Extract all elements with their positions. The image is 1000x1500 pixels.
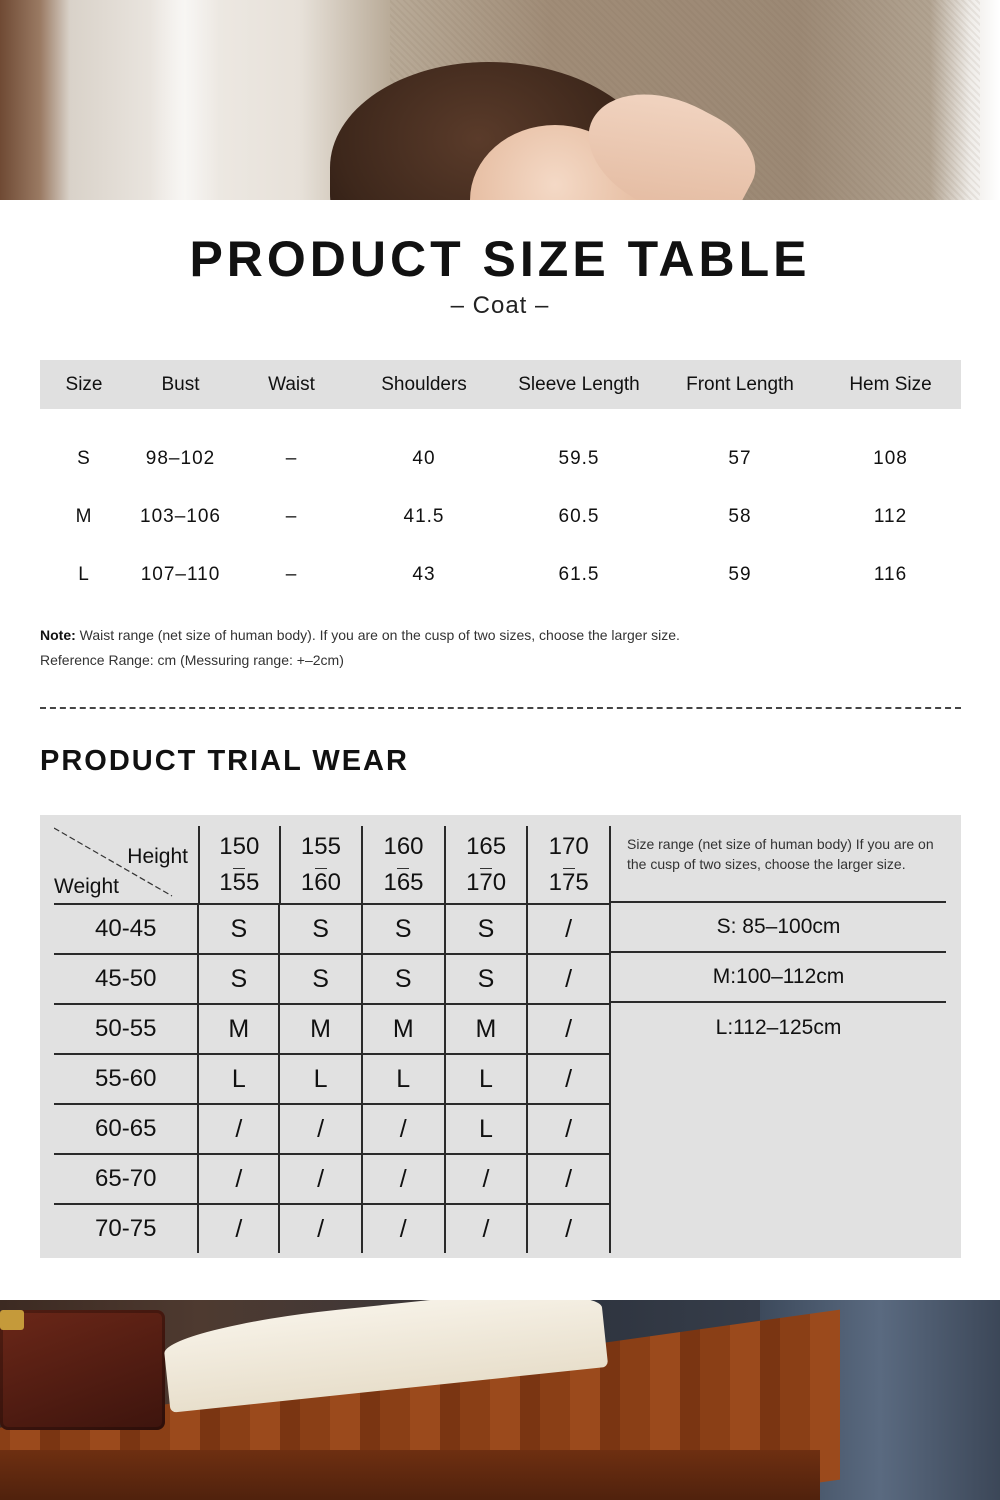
table-row <box>54 905 611 955</box>
size-cell: S <box>446 955 529 1003</box>
size-cell: / <box>528 955 611 1003</box>
page-subtitle: – Coat – <box>450 292 550 319</box>
height-from: 155 <box>301 829 341 865</box>
note-text: Waist range (net size of human body). If you are on the cusp of two sizes, choose the larger size. <box>79 627 680 643</box>
size-cell: L <box>280 1055 363 1103</box>
height-from: 165 <box>466 829 506 865</box>
size-cell: M <box>446 1005 529 1053</box>
size-table-header <box>40 360 961 409</box>
size-cell: S <box>197 905 280 953</box>
weight-label: 45-50 <box>95 965 157 992</box>
table-row <box>40 430 961 488</box>
weight-label: 55-60 <box>95 1065 157 1092</box>
cell-bust: 107–110 <box>140 564 221 585</box>
size-range-l: L:112–125cm <box>715 1016 842 1039</box>
size-cell: M <box>280 1005 363 1053</box>
table-row <box>54 1055 611 1105</box>
size-cell: / <box>363 1105 446 1153</box>
col-header-hem-size: Hem Size <box>849 373 932 395</box>
height-header <box>528 826 611 903</box>
size-cell: L <box>363 1055 446 1103</box>
col-header-sleeve-length: Sleeve Length <box>518 373 640 395</box>
page-title: PRODUCT SIZE TABLE <box>189 231 811 287</box>
size-range-panel <box>611 826 946 1053</box>
size-cell: / <box>197 1155 280 1203</box>
size-table <box>40 360 961 604</box>
trial-wear-panel <box>40 815 961 1258</box>
col-header-shoulders: Shoulders <box>381 373 467 395</box>
photo-pillar <box>150 0 220 200</box>
size-note <box>40 623 680 673</box>
cell-front-length: 58 <box>728 506 752 527</box>
col-header-bust: Bust <box>161 373 200 395</box>
size-cell: / <box>528 1055 611 1103</box>
height-header <box>281 826 364 903</box>
size-cell: S <box>446 905 529 953</box>
size-cell: / <box>197 1105 280 1153</box>
size-cell: / <box>528 1155 611 1203</box>
size-cell: / <box>363 1155 446 1203</box>
size-cell: / <box>197 1205 280 1253</box>
height-to: 160 <box>300 868 341 896</box>
weight-label: 70-75 <box>95 1215 157 1242</box>
cell-waist: – <box>285 506 298 527</box>
height-header <box>198 826 281 903</box>
header-photo <box>0 0 1000 200</box>
size-cell: M <box>197 1005 280 1053</box>
trial-wear-title: PRODUCT TRIAL WEAR <box>40 745 409 777</box>
height-to: 170 <box>466 868 507 896</box>
cell-hem-size: 116 <box>873 564 908 585</box>
size-cell: L <box>446 1055 529 1103</box>
size-chart-card <box>0 200 1000 1300</box>
size-cell: / <box>446 1155 529 1203</box>
cell-hem-size: 108 <box>873 448 908 469</box>
cell-sleeve-length: 61.5 <box>558 564 600 585</box>
height-from: 150 <box>219 829 259 865</box>
height-from: 170 <box>549 829 589 865</box>
height-axis-label: Height <box>127 845 188 868</box>
height-to: 175 <box>548 868 589 896</box>
size-cell: M <box>363 1005 446 1053</box>
cell-size: L <box>78 564 90 585</box>
size-range-s: S: 85–100cm <box>611 903 946 953</box>
trial-wear-grid <box>54 826 611 1253</box>
weight-label: 40-45 <box>95 915 157 942</box>
size-cell: / <box>528 1105 611 1153</box>
size-cell: L <box>446 1105 529 1153</box>
photo-bench-front <box>0 1450 820 1500</box>
size-cell: / <box>528 905 611 953</box>
section-divider <box>40 707 961 709</box>
col-header-waist: Waist <box>268 373 315 395</box>
size-cell: S <box>197 955 280 1003</box>
size-cell: / <box>280 1155 363 1203</box>
col-header-size: Size <box>65 373 103 395</box>
height-to: 155 <box>219 868 260 896</box>
cell-shoulders: 41.5 <box>403 506 445 527</box>
weight-label: 60-65 <box>95 1115 157 1142</box>
table-row <box>54 1155 611 1205</box>
cell-front-length: 59 <box>728 564 752 585</box>
table-row <box>54 1005 611 1055</box>
size-cell: S <box>280 955 363 1003</box>
size-cell: S <box>280 905 363 953</box>
size-cell: S <box>363 955 446 1003</box>
table-row <box>40 546 961 604</box>
size-cell: / <box>446 1205 529 1253</box>
trial-wear-header-row <box>54 826 611 905</box>
size-range-m: M:100–112cm <box>611 953 946 1003</box>
cell-shoulders: 43 <box>412 564 436 585</box>
col-header-front-length: Front Length <box>686 373 794 395</box>
table-row <box>54 955 611 1005</box>
size-cell: S <box>363 905 446 953</box>
weight-axis-label: Weight <box>54 875 119 898</box>
corner-cell <box>54 826 198 903</box>
size-range-note: Size range (net size of human body) If you are on the cusp of two sizes, choose the larger size. <box>611 826 946 903</box>
weight-label: 50-55 <box>95 1015 157 1042</box>
weight-label: 65-70 <box>95 1165 157 1192</box>
cell-size: S <box>77 448 91 469</box>
cell-waist: – <box>285 564 298 585</box>
note-label: Note: <box>40 627 76 643</box>
height-to: 165 <box>383 868 424 896</box>
table-row <box>40 488 961 546</box>
cell-shoulders: 40 <box>412 448 436 469</box>
footer-photo <box>0 1300 1000 1500</box>
size-table-body <box>40 409 961 604</box>
height-header <box>363 826 446 903</box>
size-cell: / <box>528 1205 611 1253</box>
note-line-1 <box>40 623 680 648</box>
photo-bag <box>0 1310 165 1430</box>
cell-front-length: 57 <box>728 448 752 469</box>
cell-sleeve-length: 59.5 <box>558 448 600 469</box>
note-line-2: Reference Range: cm (Messuring range: +–2cm) <box>40 652 344 668</box>
height-from: 160 <box>383 829 423 865</box>
cell-bust: 98–102 <box>145 448 216 469</box>
cell-sleeve-length: 60.5 <box>558 506 600 527</box>
size-cell: / <box>280 1105 363 1153</box>
cell-waist: – <box>285 448 298 469</box>
cell-hem-size: 112 <box>873 506 908 527</box>
table-row <box>54 1205 611 1253</box>
size-cell: / <box>280 1205 363 1253</box>
size-cell: / <box>528 1005 611 1053</box>
cell-bust: 103–106 <box>140 506 221 527</box>
height-header <box>446 826 529 903</box>
cell-size: M <box>75 506 93 527</box>
photo-bag-buckle <box>0 1310 24 1330</box>
table-row <box>54 1105 611 1155</box>
size-cell: / <box>363 1205 446 1253</box>
size-cell: L <box>197 1055 280 1103</box>
